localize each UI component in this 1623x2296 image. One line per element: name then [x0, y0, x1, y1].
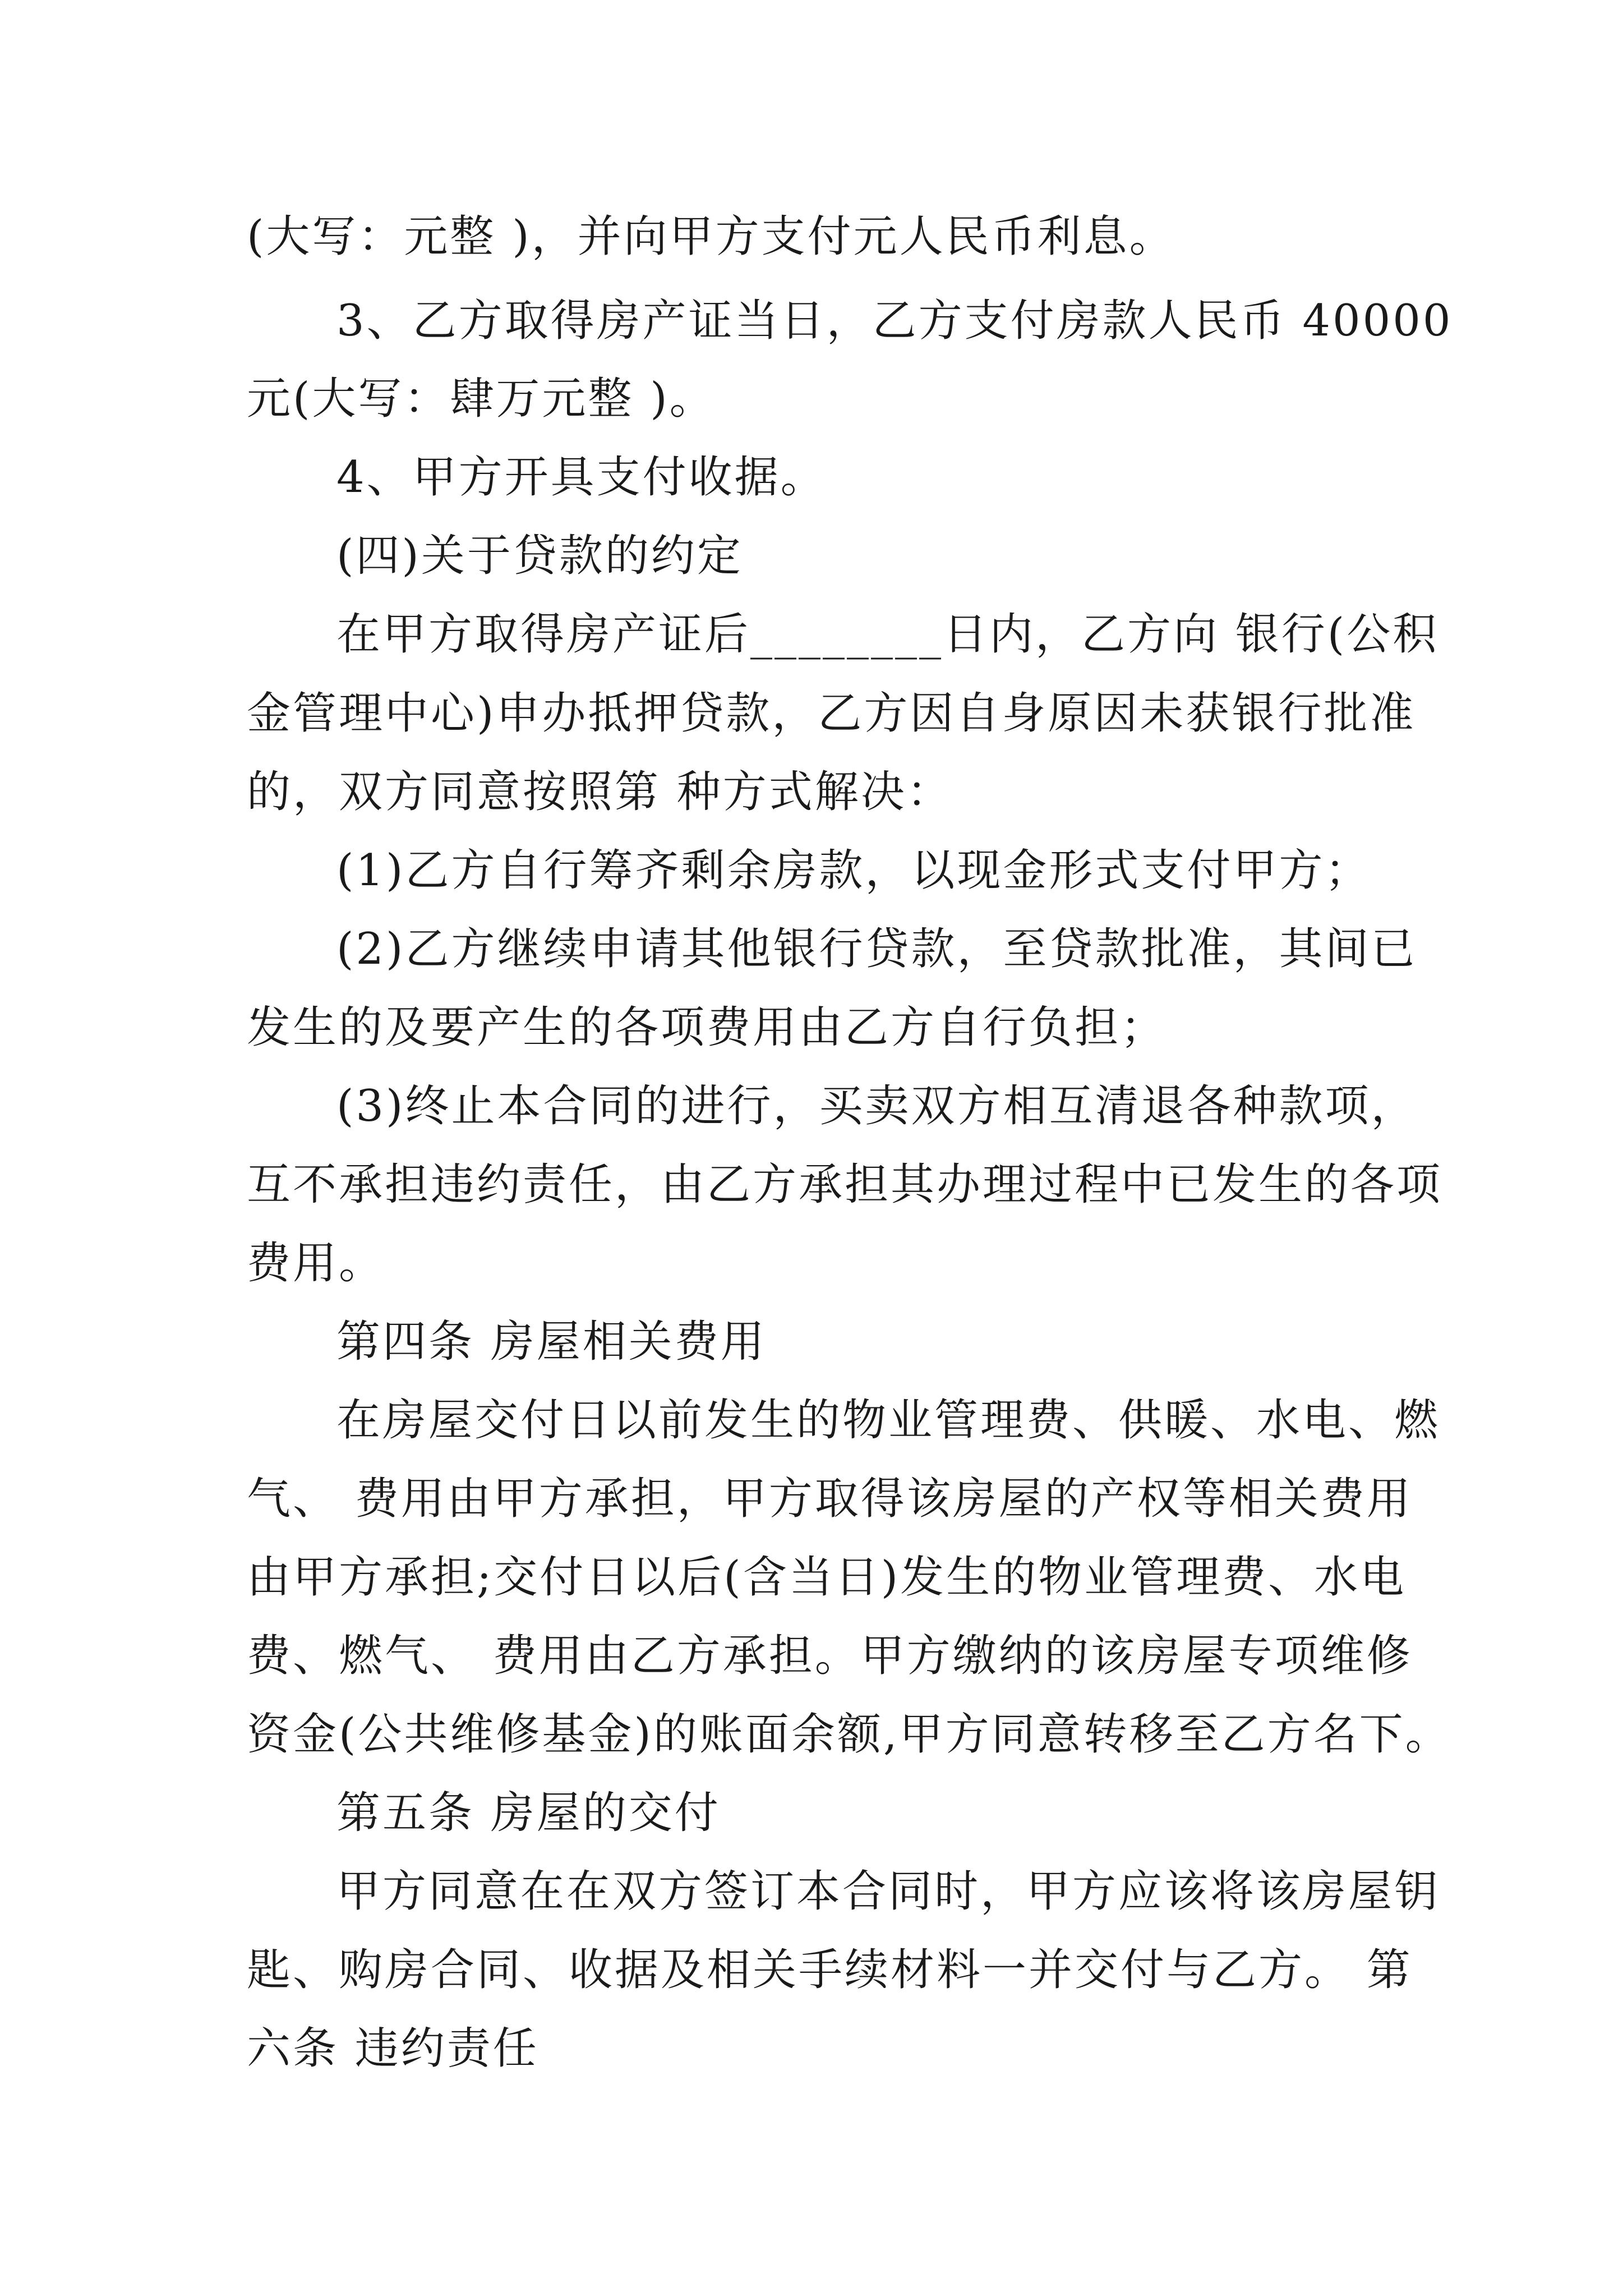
text-line: 元(大写：肆万元整 )。: [247, 374, 716, 424]
text-line: 六条 违约责任: [247, 2023, 539, 2074]
text-line: (1)乙方自行筹齐剩余房款，以现金形式支付甲方；: [336, 845, 1371, 896]
text-line: 在房屋交付日以前发生的物业管理费、供暖、水电、燃: [336, 1395, 1441, 1446]
text-line: 费、燃气、 费用由乙方承担。甲方缴纳的该房屋专项维修: [247, 1631, 1413, 1681]
text-line: 3、乙方取得房产证当日，乙方支付房款人民币 40000: [336, 296, 1453, 346]
text-line: 4、甲方开具支付收据。: [336, 452, 827, 503]
text-line: 发生的及要产生的各项费用由乙方自行负担；: [247, 1002, 1167, 1053]
text-line: (2)乙方继续申请其他银行贷款，至贷款批准，其间已: [336, 924, 1417, 974]
text-line: 资金(公共维修基金)的账面余额,甲方同意转移至乙方名下。: [247, 1709, 1451, 1760]
text-line: 在甲方取得房产证后________日内，乙方向 银行(公积: [336, 609, 1439, 660]
text-line: 气、 费用由甲方承担，甲方取得该房屋的产权等相关费用: [247, 1474, 1413, 1524]
text-line: 由甲方承担;交付日以后(含当日)发生的物业管理费、水电: [247, 1552, 1407, 1603]
text-line: 金管理中心)申办抵押贷款，乙方因自身原因未获银行批准: [247, 688, 1416, 739]
text-line: 费用。: [247, 1238, 385, 1289]
section-heading: (四)关于贷款的约定: [336, 531, 743, 581]
text-line: 的，双方同意按照第 种方式解决：: [247, 767, 953, 817]
text-line: (大写：元整 )，并向甲方支付元人民币利息。: [247, 211, 1175, 262]
text-line: 甲方同意在在双方签订本合同时，甲方应该将该房屋钥: [336, 1866, 1441, 1917]
text-line: (3)终止本合同的进行，买卖双方相互清退各种款项，: [336, 1081, 1417, 1131]
article-heading: 第四条 房屋相关费用: [336, 1317, 767, 1367]
article-heading: 第五条 房屋的交付: [336, 1788, 721, 1838]
text-line: 匙、购房合同、收据及相关手续材料一并交付与乙方。 第: [247, 1945, 1413, 1995]
text-line: 互不承担违约责任，由乙方承担其办理过程中已发生的各项: [247, 1159, 1443, 1210]
